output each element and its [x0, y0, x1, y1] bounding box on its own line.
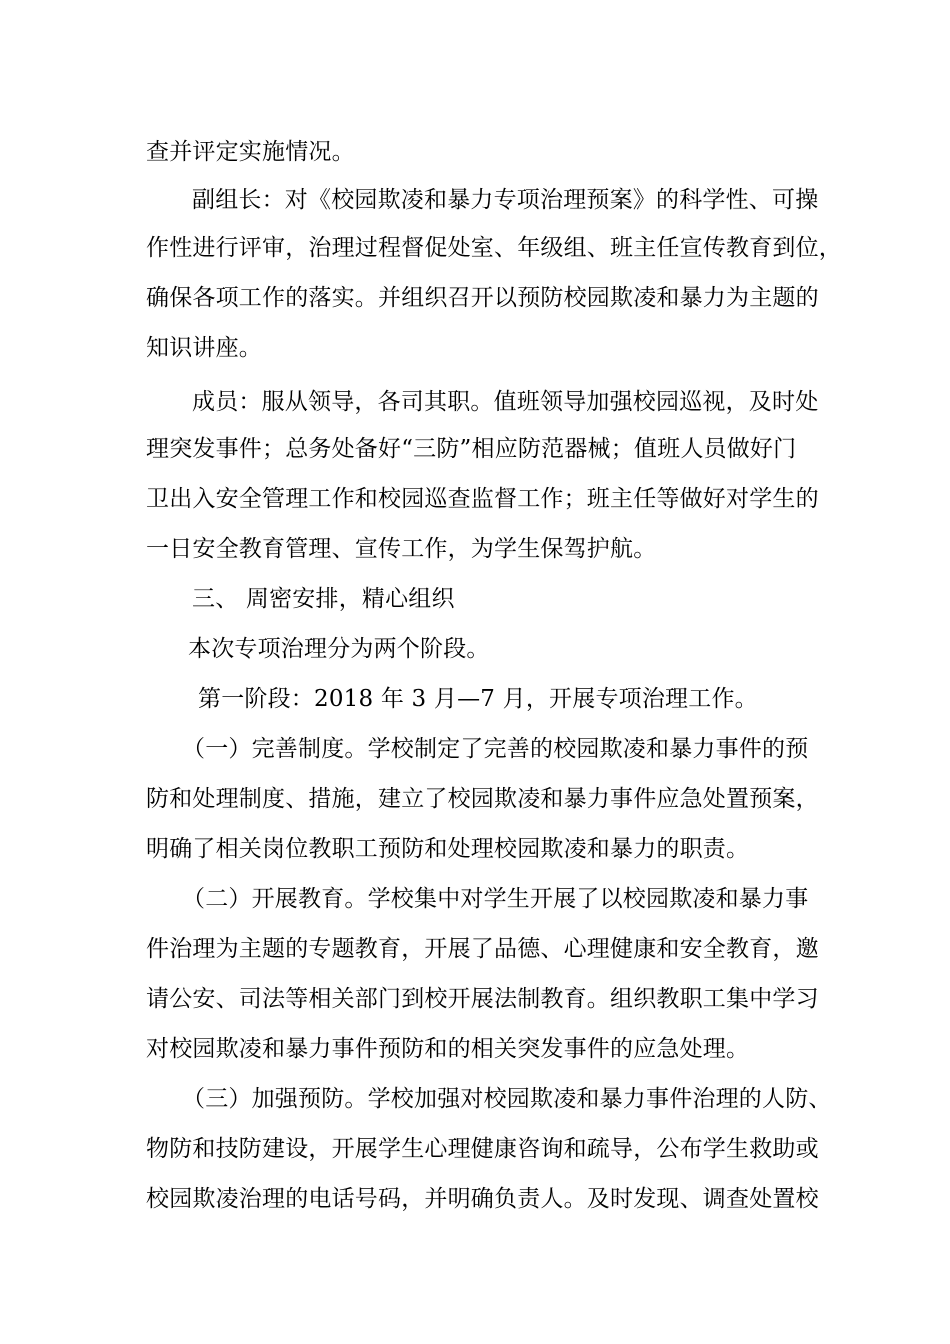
text-line: （三）加强预防。学校加强对校园欺凌和暴力事件治理的人防、: [182, 1086, 832, 1112]
text-line: （一）完善制度。学校制定了完善的校园欺凌和暴力事件的预: [182, 736, 809, 762]
section-heading: 三、 周密安排，精心组织: [192, 586, 455, 612]
text-line: 第一阶段：2018 年 3 月—7 月，开展专项治理工作。: [198, 686, 758, 712]
text-line: 知识讲座。: [146, 335, 262, 361]
text-line: 物防和技防建设，开展学生心理健康咨询和疏导，公布学生救助或: [146, 1136, 819, 1162]
text-line: 防和处理制度、措施，建立了校园欺凌和暴力事件应急处置预案，: [146, 786, 819, 812]
text-line: 件治理为主题的专题教育，开展了品德、心理健康和安全教育，邀: [146, 936, 819, 962]
text-line: 对校园欺凌和暴力事件预防和的相关突发事件的应急处理。: [146, 1036, 750, 1062]
text-line: 理突发事件；总务处备好“三防”相应防范器械；值班人员做好门: [146, 436, 797, 462]
text-line: 作性进行评审，治理过程督促处室、年级组、班主任宣传教育到位，: [146, 235, 842, 261]
text-line: 校园欺凌治理的电话号码，并明确负责人。及时发现、调查处置校: [146, 1186, 819, 1212]
text-line: 确保各项工作的落实。并组织召开以预防校园欺凌和暴力为主题的: [146, 285, 819, 311]
text-line: 请公安、司法等相关部门到校开展法制教育。组织教职工集中学习: [146, 986, 819, 1012]
text-line: 查并评定实施情况。: [146, 139, 355, 165]
text-line: 副组长：对《校园欺凌和暴力专项治理预案》的科学性、可操: [192, 187, 819, 213]
text-line: 成员：服从领导，各司其职。值班领导加强校园巡视，及时处: [192, 389, 819, 415]
text-line: （二）开展教育。学校集中对学生开展了以校园欺凌和暴力事: [182, 886, 809, 912]
text-line: 一日安全教育管理、宣传工作，为学生保驾护航。: [146, 536, 657, 562]
text-line: 本次专项治理分为两个阶段。: [188, 636, 490, 662]
text-line: 卫出入安全管理工作和校园巡查监督工作；班主任等做好对学生的: [146, 486, 819, 512]
text-line: 明确了相关岗位教职工预防和处理校园欺凌和暴力的职责。: [146, 836, 750, 862]
